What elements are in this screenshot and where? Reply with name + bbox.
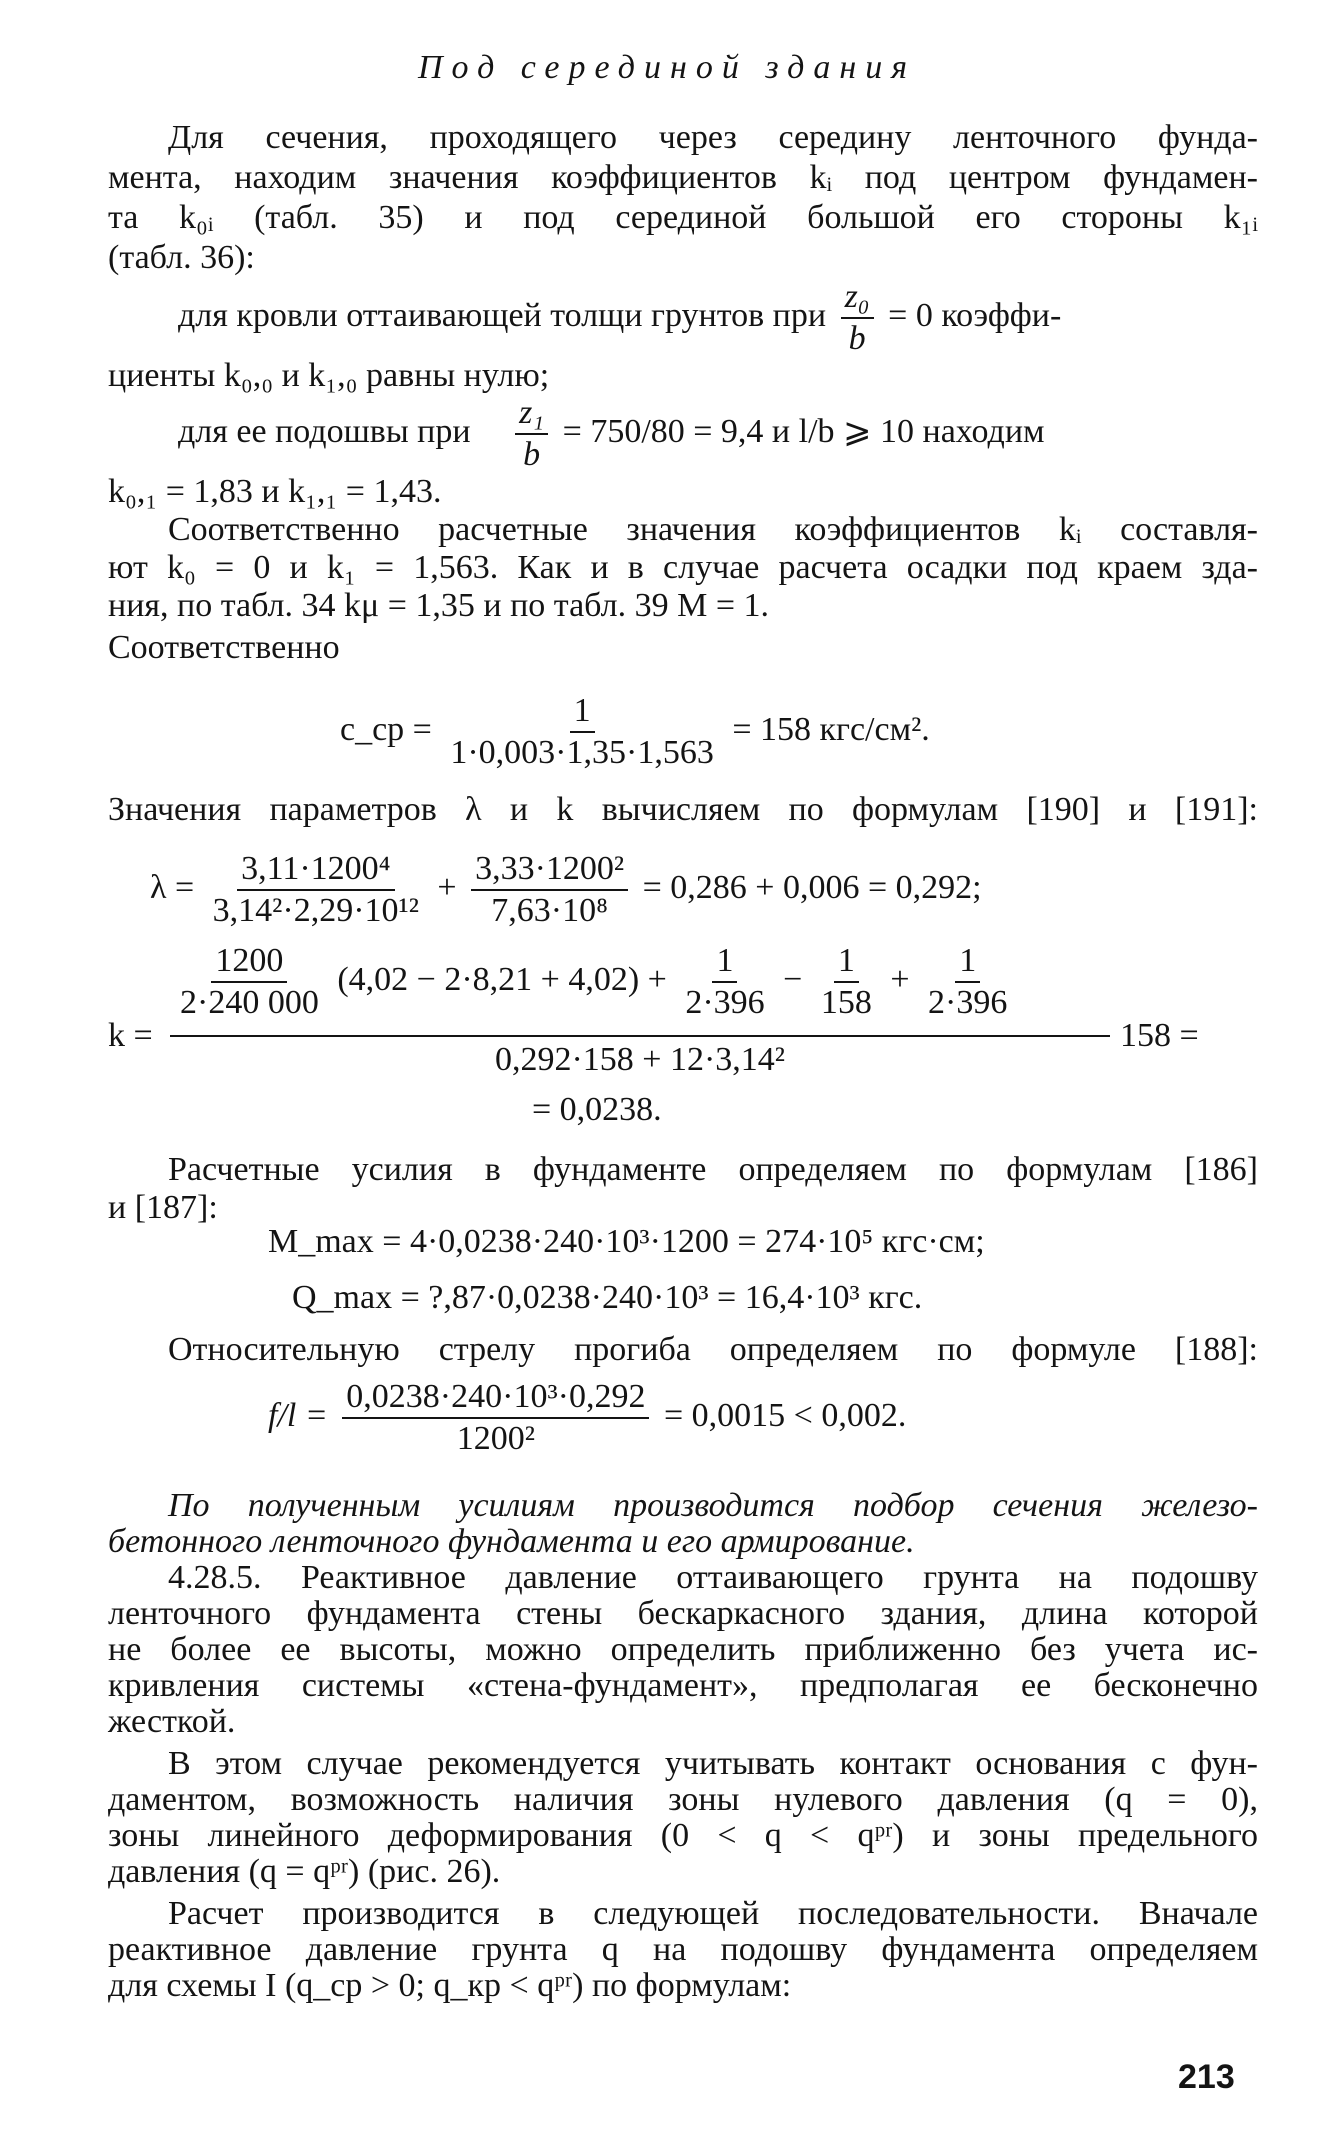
equation-rhs: = 0,286 + 0,006 = 0,292; <box>642 869 982 906</box>
fraction-numerator: 1 <box>570 691 595 733</box>
para7-line4: давления (q = qᵖʳ) (рис. 26). <box>108 1853 501 1890</box>
minus-sign: − <box>783 961 803 998</box>
para7-line2: даментом, возможность наличия зоны нулевого давления (q = 0), <box>108 1781 1258 1818</box>
z1-over-b-fraction <box>515 393 548 475</box>
equation-q-max: Q_max = ?,87·0,0238·240·10³ = 16,4·10³ кгс. <box>292 1279 923 1316</box>
equation-lhs: λ = <box>150 869 195 906</box>
equation-lhs: f/l = <box>268 1397 328 1434</box>
para2-line2: ют k₀ = 0 и k₁ = 1,563. Как и в случае расчета осадки под краем зда- <box>108 549 1258 586</box>
equation-lambda <box>150 848 982 938</box>
plus-sign: + <box>437 869 457 906</box>
para8-line3: для схемы I (q_ср > 0; q_кр < qᵖʳ) по формулам: <box>108 1967 792 2004</box>
sole-text-after: = 750/80 = 9,4 и l/b ⩾ 10 находим <box>562 413 1045 450</box>
equation-k-result: = 0,0238. <box>532 1091 662 1128</box>
fraction-numerator: 1 <box>712 941 737 983</box>
z0-over-b-fraction <box>841 277 874 359</box>
para4-line: Относительную стрелу прогиба определяем по формуле [188]: <box>168 1331 1258 1368</box>
equation-k-denominator: 0,292·158 + 12·3,14² <box>494 1041 785 1078</box>
para7-line3: зоны линейного деформирования (0 < q < qᵖʳ) и зоны предельного <box>108 1817 1258 1854</box>
roof-condition-line2: циенты k₀,₀ и k₁,₀ равны нулю; <box>108 357 550 394</box>
roof-text-after: = 0 коэффи- <box>888 297 1062 334</box>
k-fraction-2 <box>681 941 768 1023</box>
equation-m-max: M_max = 4·0,0238·240·10³·1200 = 274·10⁵ кгс·см; <box>268 1223 985 1260</box>
para1-line3: та k₀ᵢ (табл. 35) и под серединой большой его стороны k₁ᵢ <box>108 199 1258 236</box>
k-fraction-3 <box>817 941 876 1023</box>
equation-fraction <box>446 691 717 773</box>
para6-line2: ленточного фундамента стены бескаркасного здания, длина которой <box>108 1595 1258 1632</box>
fraction-denominator: b <box>848 320 866 358</box>
fraction-denominator: b <box>523 436 541 474</box>
sole-text-before: для ее подошвы при <box>178 413 471 450</box>
para5-line1: По полученным усилиям производится подбор сечения железо- <box>168 1487 1258 1524</box>
k-fraction-1 <box>176 941 323 1023</box>
equation-lhs: c_ср = <box>340 711 432 748</box>
equation-fraction <box>342 1377 649 1459</box>
sole-condition-line2: k₀,₁ = 1,83 и k₁,₁ = 1,43. <box>108 473 442 510</box>
roof-text-before: для кровли оттаивающей толщи грунтов при <box>178 297 827 334</box>
page-number: 213 <box>1178 2058 1235 2096</box>
fraction-denominator: 2·396 <box>928 984 1008 1022</box>
section-heading: Под серединой здания <box>417 49 917 86</box>
equation-k-tail: 158 = <box>1120 1017 1199 1054</box>
equation-f-over-l <box>268 1376 906 1466</box>
plus-sign: + <box>890 961 910 998</box>
sole-condition-line <box>178 392 1045 472</box>
lambda-fraction-1 <box>209 849 423 931</box>
correspondingly-text: Соответственно <box>108 629 340 666</box>
para8-line2: реактивное давление грунта q на подошву фундамента определяем <box>108 1931 1258 1968</box>
fraction-numerator: 1 <box>955 941 980 983</box>
para2-line1: Соответственно расчетные значения коэффициентов kᵢ составля- <box>168 511 1258 548</box>
fraction-denominator: 2·240 000 <box>180 984 319 1022</box>
equation-rhs: = 158 кгс/см². <box>732 711 930 748</box>
para6-line4: кривления системы «стена-фундамент», предполагая ее бесконечно <box>108 1667 1258 1704</box>
para5-line2: бетонного ленточного фундамента и его армирование. <box>108 1523 915 1560</box>
fraction-numerator: 1 <box>834 941 859 983</box>
fraction-numerator: z₁ <box>515 393 548 435</box>
equation-k-lhs: k = <box>108 1017 153 1054</box>
para2-line3: ния, по табл. 34 kμ = 1,35 и по табл. 39 M = 1. <box>108 587 769 624</box>
fraction-numerator: 1200 <box>211 941 287 983</box>
para8-line1: Расчет производится в следующей последовательности. Вначале <box>168 1895 1258 1932</box>
fraction-numerator: z₀ <box>841 277 874 319</box>
para6-line3: не более ее высоты, можно определить приближенно без учета ис- <box>108 1631 1258 1668</box>
para6-line5: жесткой. <box>108 1703 236 1740</box>
k-fraction-4 <box>924 941 1011 1023</box>
para1-line1: Для сечения, проходящего через середину ленточного фунда- <box>168 119 1258 156</box>
k-middle-term: (4,02 − 2·8,21 + 4,02) + <box>337 961 667 998</box>
fraction-denominator: 2·396 <box>685 984 765 1022</box>
equation-rhs: = 0,0015 < 0,002. <box>663 1397 907 1434</box>
para3-line2: и [187]: <box>108 1189 218 1226</box>
k-main-fraction-bar <box>170 1035 1110 1037</box>
fraction-denominator: 7,63·10⁸ <box>491 892 608 930</box>
fraction-denominator: 1·0,003·1,35·1,563 <box>450 734 714 772</box>
para1-line4: (табл. 36): <box>108 239 255 276</box>
equation-c-sr <box>340 690 930 780</box>
params-line: Значения параметров λ и k вычисляем по формулам [190] и [191]: <box>108 791 1258 828</box>
fraction-denominator: 158 <box>820 984 872 1022</box>
roof-condition-line <box>178 276 1061 356</box>
para6-line1: 4.28.5. Реактивное давление оттаивающего грунта на подошву <box>168 1559 1258 1596</box>
para3-line1: Расчетные усилия в фундаменте определяем по формулам [186] <box>168 1151 1258 1188</box>
lambda-fraction-2 <box>471 849 628 931</box>
fraction-numerator: 0,0238·240·10³·0,292 <box>342 1377 649 1419</box>
fraction-denominator: 3,14²·2,29·10¹² <box>212 892 419 930</box>
equation-k-numerator <box>170 940 1017 1020</box>
para7-line1: В этом случае рекомендуется учитывать контакт основания с фун- <box>168 1745 1258 1782</box>
para1-line2: мента, находим значения коэффициентов kᵢ под центром фундамен- <box>108 159 1258 196</box>
fraction-numerator: 3,33·1200² <box>471 849 628 891</box>
fraction-denominator: 1200² <box>456 1420 535 1458</box>
fraction-numerator: 3,11·1200⁴ <box>237 849 394 891</box>
